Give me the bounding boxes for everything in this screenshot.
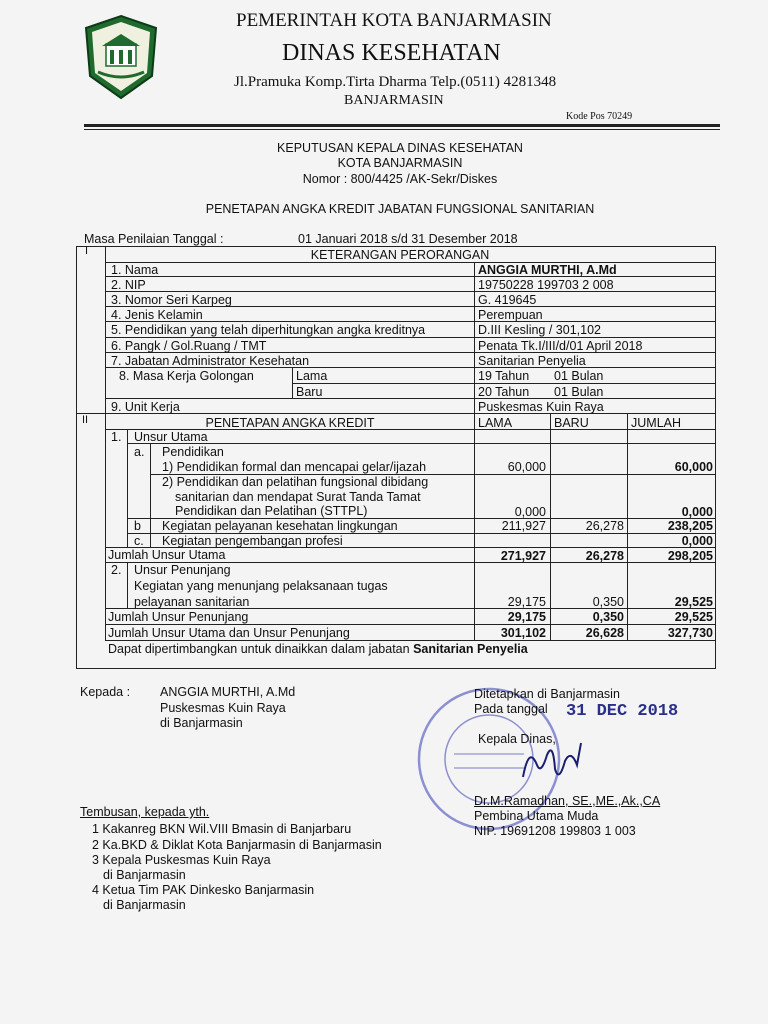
city-emblem-logo (82, 14, 160, 100)
grand-total-baru: 26,628 (585, 626, 624, 640)
field-value-rank: Penata Tk.I/III/d/01 April 2018 (478, 339, 643, 353)
period-label: Masa Penilaian Tanggal : (84, 232, 224, 246)
total-main-jumlah: 298,205 (667, 549, 713, 563)
conclusion-text (108, 642, 528, 656)
masa-kerja-lama-months: 01 Bulan (554, 369, 604, 383)
total-supporting-baru: 0,350 (592, 610, 624, 624)
cc-item-2: 2 Ka.BKD & Diklat Kota Banjarmasin di Banjarmasin (92, 838, 382, 852)
address: Jl.Pramuka Komp.Tirta Dharma Telp.(0511) 4281348 (234, 74, 557, 90)
total-main-label: Jumlah Unsur Utama (108, 548, 226, 562)
formal-jumlah-value: 60,000 (674, 460, 713, 474)
supporting-jumlah-value: 29,525 (674, 595, 713, 609)
recipient-place: Puskesmas Kuin Raya (160, 701, 286, 715)
grand-total-jumlah: 327,730 (667, 626, 713, 640)
cc-item-4-city: di Banjarmasin (103, 898, 186, 912)
section-one-title: KETERANGAN PERORANGAN (310, 248, 490, 262)
supporting-activity-label-2: pelayanan sanitarian (134, 595, 250, 609)
postal-code: Kode Pos 70249 (566, 111, 633, 122)
unsur-penunjang-label: Unsur Penunjang (134, 563, 231, 577)
b-lama-value: 211,927 (501, 519, 546, 533)
signatory-rank: Pembina Utama Muda (474, 809, 599, 823)
item-number-1: 1. (111, 430, 122, 444)
cc-title: Tembusan, kepada yth. (80, 805, 210, 819)
training-label-1: 2) Pendidikan dan pelatihan fungsional dibidang (162, 475, 429, 489)
total-supporting-lama: 29,175 (507, 610, 546, 624)
grand-total-label: Jumlah Unsur Utama dan Unsur Penunjang (108, 626, 350, 640)
issued-date-label: Pada tanggal (474, 702, 548, 716)
decree-number: Nomor : 800/4425 /AK-Sekr/Diskes (302, 172, 498, 186)
grand-total-lama: 301,102 (500, 626, 546, 640)
decree-title: KEPUTUSAN KEPALA DINAS KESEHATAN (277, 141, 523, 155)
issued-at: Ditetapkan di Banjarmasin (474, 687, 620, 701)
header-rule-thin (84, 129, 720, 130)
header-rule (84, 124, 720, 127)
field-label-nama: 1. Nama (111, 263, 159, 277)
conclusion-sentence: Dapat dipertimbangkan untuk dinaikkan dalam jabatan (108, 642, 410, 656)
decree-subject: PENETAPAN ANGKA KREDIT JABATAN FUNGSIONAL SANITARIAN (205, 202, 595, 216)
section-two-roman: II (82, 414, 89, 426)
field-value-nama: ANGGIA MURTHI, A.Md (478, 263, 617, 277)
recipient-city: di Banjarmasin (160, 716, 243, 730)
col-header-lama: LAMA (478, 416, 513, 430)
section-one-roman: I (85, 245, 89, 257)
c-jumlah-value: 0,000 (681, 534, 713, 548)
cc-item-3: 3 Kepala Puskesmas Kuin Raya (92, 853, 271, 867)
masa-kerja-lama-years: 19 Tahun (478, 369, 530, 383)
field-value-education: D.III Kesling / 301,102 (478, 323, 601, 337)
total-supporting-label: Jumlah Unsur Penunjang (108, 610, 249, 624)
field-value-gender: Perempuan (478, 308, 543, 322)
total-main-lama: 271,927 (500, 549, 546, 563)
b-baru-value: 26,278 (585, 519, 624, 533)
field-label-position: 7. Jabatan Administrator Kesehatan (111, 354, 310, 368)
field-label-unit: 9. Unit Kerja (111, 400, 180, 414)
total-main-baru: 26,278 (585, 549, 624, 563)
field-value-nip: 19750228 199703 2 008 (478, 278, 614, 292)
training-jumlah-value: 0,000 (681, 505, 713, 519)
field-value-position: Sanitarian Penyelia (478, 354, 586, 368)
signatory-title: Kepala Dinas, (478, 732, 556, 746)
formal-lama-value: 60,000 (507, 460, 546, 474)
signatory-nip: NIP. 19691208 199803 1 003 (474, 824, 636, 838)
sub-b-label: b (134, 519, 141, 533)
field-label-karpeg: 3. Nomor Seri Karpeg (111, 293, 232, 307)
date-stamp: 31 DEC 2018 (566, 702, 679, 721)
kepada-label: Kepada : (80, 685, 131, 699)
signatory-name: Dr.M.Ramadhan, SE.,ME.,Ak.,CA (474, 794, 661, 808)
masa-kerja-baru-years: 20 Tahun (478, 385, 530, 399)
city: BANJARMASIN (344, 93, 444, 108)
supporting-baru-value: 0,350 (592, 595, 624, 609)
masa-kerja-baru-months: 01 Bulan (554, 385, 604, 399)
training-label-3: Pendidikan dan Pelatihan (STTPL) (175, 504, 368, 518)
field-label-rank: 6. Pangk / Gol.Ruang / TMT (111, 339, 267, 353)
training-lama-value: 0,000 (514, 505, 546, 519)
item-number-2: 2. (111, 563, 122, 577)
cc-item-3-city: di Banjarmasin (103, 868, 186, 882)
cc-item-1: 1 Kakanreg BKN Wil.VIII Bmasin di Banjarbaru (92, 822, 352, 836)
field-label-gender: 4. Jenis Kelamin (111, 308, 203, 322)
field-value-karpeg: G. 419645 (478, 293, 537, 307)
period-value: 01 Januari 2018 s/d 31 Desember 2018 (298, 232, 518, 246)
masa-kerja-baru-label: Baru (296, 385, 323, 399)
pendidikan-label: Pendidikan (162, 445, 224, 459)
sub-a-label: a. (134, 445, 145, 459)
gov-name: PEMERINTAH KOTA BANJARMASIN (236, 10, 552, 31)
field-label-education: 5. Pendidikan yang telah diperhitungkan angka kreditnya (111, 323, 426, 337)
b-jumlah-value: 238,205 (667, 519, 713, 533)
supporting-lama-value: 29,175 (507, 595, 546, 609)
cc-item-4: 4 Ketua Tim PAK Dinkesko Banjarmasin (92, 883, 315, 897)
conclusion-position: Sanitarian Penyelia (413, 642, 528, 656)
col-header-baru: BARU (554, 416, 589, 430)
unsur-utama-label: Unsur Utama (134, 430, 208, 444)
sub-c-label: c. (134, 534, 144, 548)
col-header-jumlah: JUMLAH (631, 416, 682, 430)
environmental-health-service-label: Kegiatan pelayanan kesehatan lingkungan (162, 519, 398, 533)
field-value-unit: Puskesmas Kuin Raya (478, 400, 604, 414)
field-label-masa-kerja: 8. Masa Kerja Golongan (119, 369, 254, 383)
training-label-2: sanitarian dan mendapat Surat Tanda Tamat (175, 490, 421, 504)
total-supporting-jumlah: 29,525 (674, 610, 713, 624)
section-two-title: PENETAPAN ANGKA KREDIT (205, 416, 375, 430)
formal-education-label: 1) Pendidikan formal dan mencapai gelar/ijazah (162, 460, 427, 474)
recipient-name: ANGGIA MURTHI, A.Md (160, 685, 296, 699)
masa-kerja-lama-label: Lama (296, 369, 328, 383)
decree-city: KOTA BANJARMASIN (337, 156, 463, 170)
agency-name: DINAS KESEHATAN (282, 40, 501, 66)
supporting-activity-label-1: Kegiatan yang menunjang pelaksanaan tugas (134, 579, 388, 593)
field-label-nip: 2. NIP (111, 278, 146, 292)
professional-development-label: Kegiatan pengembangan profesi (162, 534, 343, 548)
